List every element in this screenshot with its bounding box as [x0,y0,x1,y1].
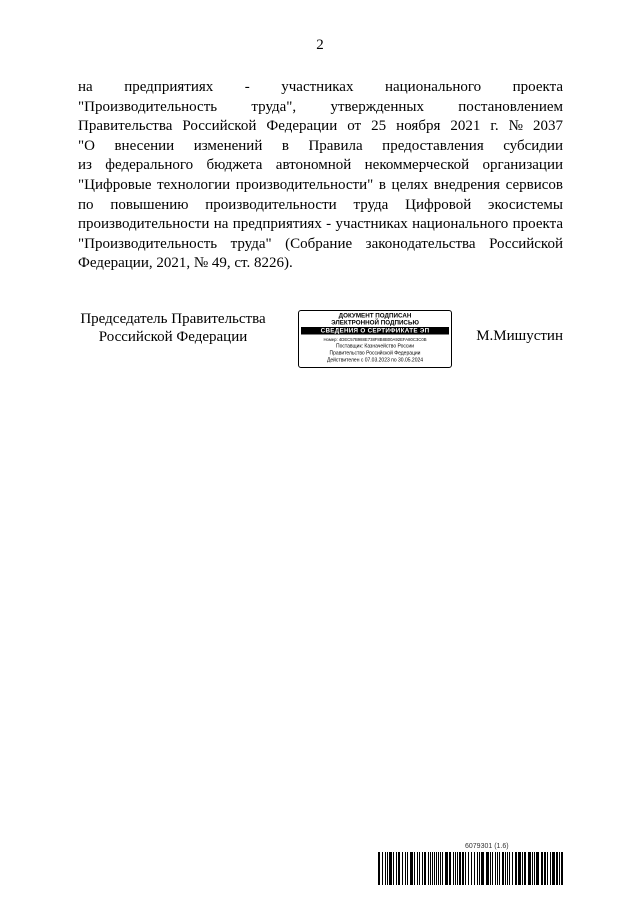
barcode [378,852,563,885]
e-signature-stamp-frame [298,310,452,368]
signatory-position-line-1: Председатель Правительства [80,311,266,327]
signatory-name: М.Мишустин [476,328,563,344]
paragraph-line-8: производительности на предприятиях - участниках национального проекта [78,216,563,233]
paragraph-line-3: Правительства Российской Федерации от 25 ноября 2021 г. № 2037 [78,118,563,135]
stamp-certificate-number: Номер: 4DEC57B988E738F8B8B00A92EFA80C3C0B [323,337,427,342]
paragraph-line-9: "Производительность труда" (Собрание законодательства Российской [78,235,563,252]
paragraph-line-2: "Производительность труда", утвержденных постановлением [78,98,563,115]
page-number: 2 [316,37,324,53]
e-signature-stamp [298,310,452,368]
stamp-validity: Действителен с 07.03.2023 по 30.05.2024 [326,357,424,363]
stamp-title-line-2: ЭЛЕКТРОННОЙ ПОДПИСЬЮ [331,319,419,326]
signatory-position-line-2: Российской Федерации [98,328,248,345]
stamp-supplier: Поставщик: Казначейство России [335,343,414,349]
stamp-certificate-banner: СВЕДЕНИЯ О СЕРТИФИКАТЕ ЭП [301,327,449,335]
body-paragraph [78,78,563,274]
paragraph-line-1: на предприятиях - участниках национального проекта [78,79,563,95]
stamp-title-line-1: ДОКУМЕНТ ПОДПИСАН [338,312,412,319]
paragraph-line-7: по повышению производительности труда Цифровой экосистемы [78,196,563,213]
stamp-owner: Правительство Российской Федерации [329,350,421,356]
signatory-position [76,311,270,346]
paragraph-line-5: из федерального бюджета автономной некоммерческой организации [78,157,563,174]
paragraph-line-10: Федерации, 2021, № 49, ст. 8226). [78,255,293,272]
paragraph-line-4: "О внесении изменений в Правила предоставления субсидии [78,137,563,154]
paragraph-line-6: "Цифровые технологии производительности" в целях внедрения сервисов [78,176,563,193]
document-code: 6079301 (1.6) [465,843,509,850]
